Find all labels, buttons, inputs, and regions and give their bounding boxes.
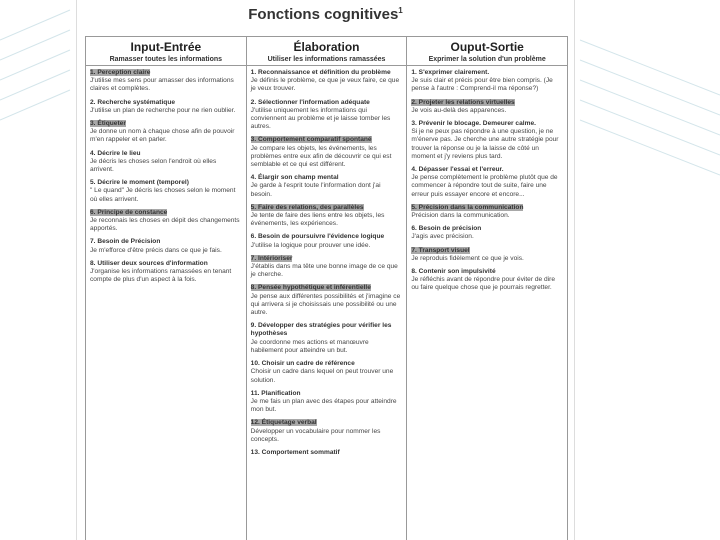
list-item (251, 69, 403, 94)
item-title: 8. Contenir son impulsivité (411, 268, 496, 276)
column-subheading: Ramasser toutes les informations (86, 55, 246, 66)
item-description: J'agis avec précision. (411, 233, 474, 241)
list-item (251, 136, 403, 169)
item-description: J'utilise un plan de recherche pour ne rien oublier. (90, 106, 236, 114)
list-item (251, 390, 403, 415)
document-page (76, 0, 575, 540)
list-item (251, 449, 403, 457)
list-item (411, 166, 563, 199)
item-title: 1. Perception claire (90, 69, 151, 76)
item-title: 6. Principe de constance (90, 208, 168, 216)
item-description: Choisir un cadre dans lequel on peut trouver une solution. (250, 368, 394, 384)
list-item (411, 247, 563, 263)
item-description: Précision dans la communication. (411, 212, 510, 220)
list-item (251, 284, 403, 317)
list-item (251, 255, 403, 280)
item-description: Je reproduis fidèlement ce que je vois. (411, 254, 524, 262)
item-title: 3. Étiqueter (90, 120, 126, 128)
item-description: Je vois au-delà des apparences. (411, 106, 507, 114)
item-title: 7. Intérioriser (250, 254, 293, 262)
columns-table (85, 36, 568, 540)
item-title: 2. Sélectionner l'information adéquate (250, 98, 370, 106)
column-subheading: Exprimer la solution d'un problème (407, 55, 567, 66)
item-description: J'établis dans ma tête une bonne image de ce que je cherche. (250, 263, 398, 279)
list-item (90, 99, 242, 115)
item-list (411, 69, 563, 293)
page-title: Fonctions cognitives$^1$ (248, 6, 403, 23)
list-item (411, 225, 563, 241)
item-title: 6. Besoin de poursuivre l'évidence logique (250, 233, 385, 241)
column-heading: Ouput-Sortie (450, 40, 524, 54)
item-title: 2. Projeter les relations virtuelles (411, 98, 515, 106)
column-input (85, 37, 246, 540)
list-item (411, 69, 563, 94)
item-title: 3. Prévenir le blocage. Demeurer calme. (411, 120, 536, 128)
list-item (251, 174, 403, 199)
column-heading: Élaboration (293, 40, 360, 54)
item-title: 4. Dépasser l'essai et l'erreur. (411, 166, 504, 174)
item-description: Je pense aux différentes possibilités et j'imagine ce qui arrivera si je choisissais une possibilité ou une autre. (250, 292, 401, 317)
item-title: 8. Pensée hypothétique et inférentielle (250, 284, 371, 292)
item-title: 4. Décrire le lieu (90, 149, 141, 157)
item-description: Je pense complètement le problème plutôt que de commencer à répondre tout de suite, faire une erreur puis essayer encore et encore... (411, 174, 558, 198)
item-description: Je tente de faire des liens entre les objets, les événements, les expériences. (250, 212, 385, 228)
item-title: 1. S'exprimer clairement. (411, 69, 490, 76)
list-item (411, 99, 563, 115)
item-title: 6. Besoin de précision (411, 225, 482, 233)
item-description: Je coordonne mes actions et manœuvre habilement pour atteindre un but. (250, 338, 369, 354)
item-list (90, 69, 242, 284)
item-description: " Le quand" Je décris les choses selon le moment où elles arrivent. (90, 187, 236, 203)
item-title: 8. Utiliser deux sources d'information (90, 259, 208, 267)
item-description: Je m'efforce d'être précis dans ce que je fais. (90, 246, 222, 254)
list-item (411, 120, 563, 161)
item-description: Je me fais un plan avec des étapes pour atteindre mon but. (250, 397, 397, 414)
item-description: J'organise les informations ramassées en tenant compte de plus d'un aspect à la fois. (90, 268, 232, 284)
list-item (90, 209, 242, 234)
list-item (411, 204, 563, 220)
item-description: Je définis le problème, ce que je veux faire, ce que je veux trouver. (250, 77, 400, 93)
item-title: 1. Reconnaissance et définition du problème (250, 69, 391, 76)
item-title: 7. Transport visuel (411, 246, 470, 254)
list-item (90, 120, 242, 145)
item-description: Je décris les choses selon l'endroit où elles arrivent. (90, 157, 217, 174)
item-description: Je garde à l'esprit toute l'information dont j'ai besoin. (250, 182, 381, 198)
item-description: Je réfléchis avant de répondre pour éviter de dire ou faire quelque chose que je pourrais regretter. (411, 276, 556, 292)
column-subheading: Utiliser les informations ramassées (247, 55, 407, 66)
list-item (251, 233, 403, 249)
list-item (90, 260, 242, 285)
item-title: 3. Comportement comparatif spontané (250, 136, 372, 144)
item-description: Je reconnais les choses en dépit des changements apportés. (90, 217, 240, 233)
list-item (90, 238, 242, 254)
item-title: 12. Étiquetage verbal (250, 419, 317, 427)
list-item (90, 69, 242, 94)
item-description: Je suis clair et précis pour être bien compris. (Je pense à l'autre : Comprend-il ma réponse?) (411, 77, 553, 93)
item-title: 2. Recherche systématique (90, 98, 176, 106)
item-title: 11. Planification (250, 389, 301, 397)
list-item (90, 179, 242, 204)
item-description: Je donne un nom à chaque chose afin de pouvoir m'en rappeler et en parler. (90, 128, 235, 144)
item-title: 5. Précision dans la communication (411, 203, 524, 211)
list-item (251, 204, 403, 229)
item-title: 4. Élargir son champ mental (250, 174, 339, 182)
item-title: 10. Choisir un cadre de référence (250, 360, 355, 368)
item-description: J'utilise la logique pour prouver une idée. (250, 241, 371, 249)
item-description: Développer un vocabulaire pour nommer les concepts. (250, 427, 381, 443)
item-title: 7. Besoin de Précision (90, 238, 161, 246)
item-description: J'utilise mes sens pour amasser des informations claires et complètes. (90, 77, 234, 93)
item-title: 13. Comportement sommatif (250, 448, 340, 456)
list-item (251, 322, 403, 355)
item-description: Si je ne peux pas répondre à une question, je ne m'énerve pas. Je cherche une autre stratégie pour trouver la réponse ou je la laisse de côté un moment et j'y reviens plus tard. (411, 128, 559, 160)
list-item (90, 150, 242, 175)
item-title: 5. Faire des relations, des parallèles (250, 203, 364, 211)
item-description: J'utilise uniquement les informations qui conviennent au problème et je laisse tomber les autres. (250, 106, 391, 131)
column-output (406, 37, 568, 540)
item-title: 5. Décrire le moment (temporel) (90, 179, 189, 187)
column-elaboration (246, 37, 407, 540)
list-item (251, 360, 403, 385)
item-list (251, 69, 403, 457)
list-item (251, 419, 403, 444)
list-item (251, 99, 403, 132)
list-item (411, 268, 563, 293)
column-heading: Input-Entrée (130, 40, 202, 54)
item-description: Je compare les objets, les événements, les problèmes entre eux afin de découvrir ce qui est semblable et ce qui est différent. (250, 144, 392, 169)
item-title: 9. Développer des stratégies pour vérifier les hypothèses (250, 322, 392, 338)
